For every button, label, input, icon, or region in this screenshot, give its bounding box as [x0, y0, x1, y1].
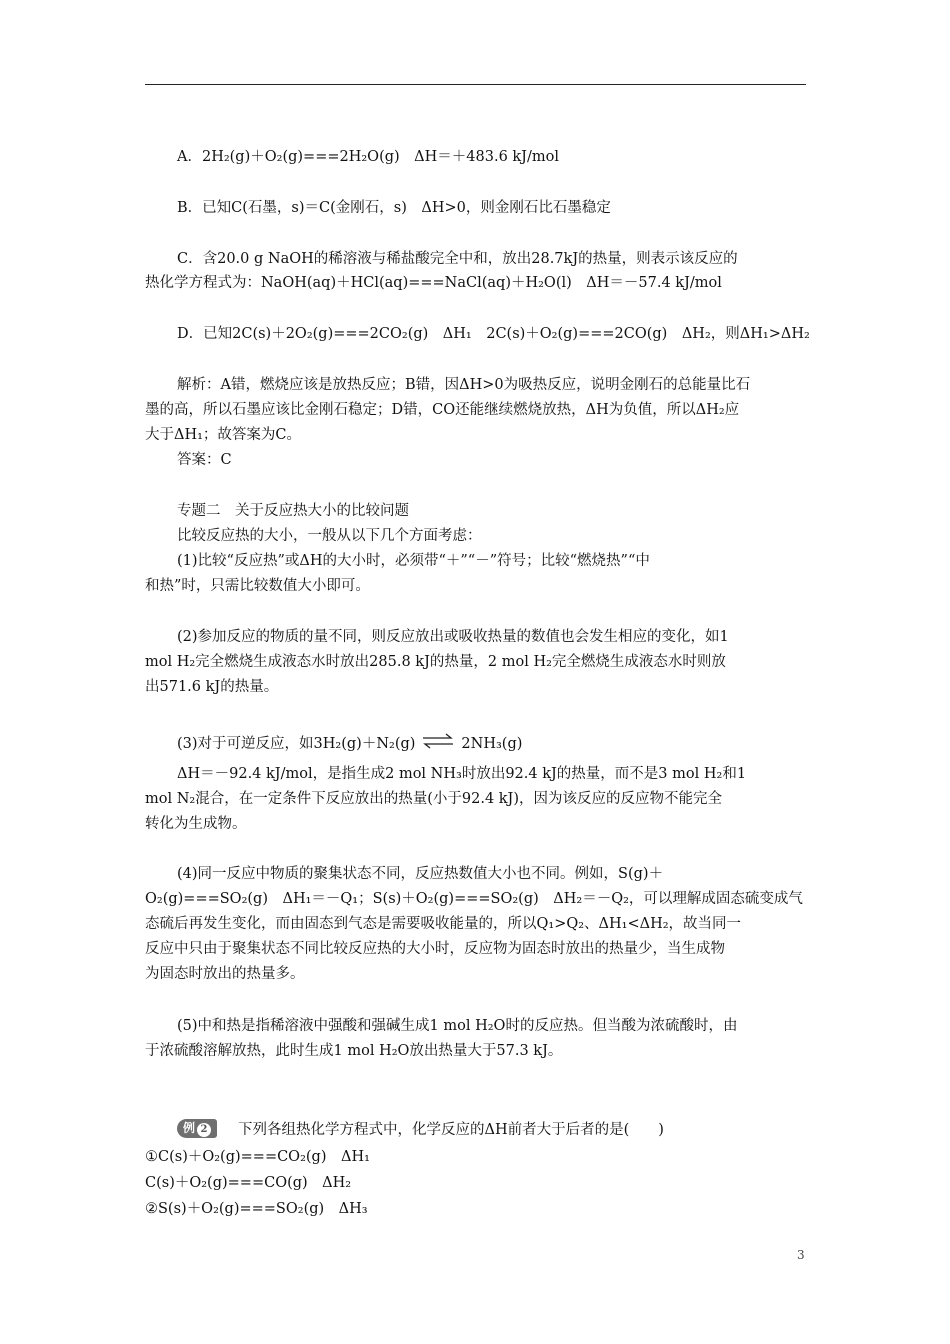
point3-line3: mol N₂混合，在一定条件下反应放出的热量(小于92.4 kJ)，因为该反应的反应物不能完全: [145, 791, 723, 807]
section-title: 专题二 关于反应热大小的比较问题: [177, 503, 409, 519]
example-badge: 例 2: [177, 1119, 217, 1138]
point5-line2: 于浓硫酸溶解放热，此时生成1 mol H₂O放出热量大于57.3 kJ。: [145, 1043, 563, 1059]
point3-products: 2NH₃(g): [461, 736, 523, 752]
analysis-line1: 解析：A错，燃烧应该是放热反应；B错，因ΔH>0为吸热反应，说明金刚石的总能量比石: [177, 377, 751, 393]
point2-line1: (2)参加反应的物质的量不同，则反应放出或吸收热量的数值也会发生相应的变化，如1: [177, 629, 729, 645]
point2-line2: mol H₂完全燃烧生成液态水时放出285.8 kJ的热量，2 mol H₂完全燃烧生成液态水时则放: [145, 654, 726, 670]
point2-line3: 出571.6 kJ的热量。: [145, 679, 279, 695]
analysis-line3: 大于ΔH₁；故答案为C。: [145, 427, 302, 443]
point4-line3: 态硫后再发生变化，而由固态到气态是需要吸收能量的，所以Q₁>Q₂、ΔH₁<ΔH₂，故当同一: [145, 916, 742, 932]
example-eq3: ②S(s)＋O₂(g)===SO₂(g) ΔH₃: [145, 1201, 368, 1217]
answer: 答案：C: [177, 452, 232, 468]
point3-line1: [177, 733, 522, 755]
page-number: 3: [797, 1248, 805, 1262]
option-d: D．已知2C(s)＋2O₂(g)===2CO₂(g) ΔH₁ 2C(s)＋O₂(g)===2CO(g) ΔH₂，则ΔH₁>ΔH₂: [177, 326, 810, 342]
point5-line1: (5)中和热是指稀溶液中强酸和强碱生成1 mol H₂O时的反应热。但当酸为浓硫酸时，由: [177, 1018, 738, 1034]
example-eq1: ①C(s)＋O₂(g)===CO₂(g) ΔH₁: [145, 1149, 370, 1165]
reversible-arrow-icon: [421, 733, 455, 755]
intro-line: 比较反应热的大小，一般从以下几个方面考虑：: [177, 528, 482, 544]
analysis-line2: 墨的高，所以石墨应该比金刚石稳定；D错，CO还能继续燃烧放热，ΔH为负值，所以ΔH₂应: [145, 402, 740, 418]
point4-line4: 反应中只由于聚集状态不同比较反应热的大小时，反应物为固态时放出的热量少，当生成物: [145, 941, 725, 957]
option-a: A．2H₂(g)＋O₂(g)===2H₂O(g) ΔH＝＋483.6 kJ/mol: [177, 149, 559, 165]
header-rule: [145, 84, 806, 85]
option-c-line1: C．含20.0 g NaOH的稀溶液与稀盐酸完全中和，放出28.7kJ的热量，则表示该反应的: [177, 251, 738, 267]
point1-line1: (1)比较“反应热”或ΔH的大小时，必须带“＋”“－”符号；比较“燃烧热”“中: [177, 553, 650, 569]
example-question: 下列各组热化学方程式中，化学反应的ΔH前者大于后者的是( ): [238, 1122, 664, 1138]
point3-reactants: (3)对于可逆反应，如3H₂(g)＋N₂(g): [177, 736, 416, 752]
point4-line5: 为固态时放出的热量多。: [145, 966, 305, 982]
option-c-line2: 热化学方程式为：NaOH(aq)＋HCl(aq)===NaCl(aq)＋H₂O(l) ΔH＝－57.4 kJ/mol: [145, 275, 722, 291]
example-eq2: C(s)＋O₂(g)===CO(g) ΔH₂: [145, 1175, 352, 1191]
point3-line2: ΔH＝－92.4 kJ/mol，是指生成2 mol NH₃时放出92.4 kJ的热量，而不是3 mol H₂和1: [177, 766, 747, 782]
point1-line2: 和热”时，只需比较数值大小即可。: [145, 578, 370, 594]
option-b: B．已知C(石墨，s)＝C(金刚石，s) ΔH>0，则金刚石比石墨稳定: [177, 200, 611, 216]
point4-line2: O₂(g)===SO₂(g) ΔH₁＝－Q₁；S(s)＋O₂(g)===SO₂(g) ΔH₂＝－Q₂，可以理解成固态硫变成气: [145, 891, 803, 907]
point3-line4: 转化为生成物。: [145, 816, 247, 832]
point4-line1: (4)同一反应中物质的聚集状态不同，反应热数值大小也不同。例如，S(g)＋: [177, 866, 664, 882]
